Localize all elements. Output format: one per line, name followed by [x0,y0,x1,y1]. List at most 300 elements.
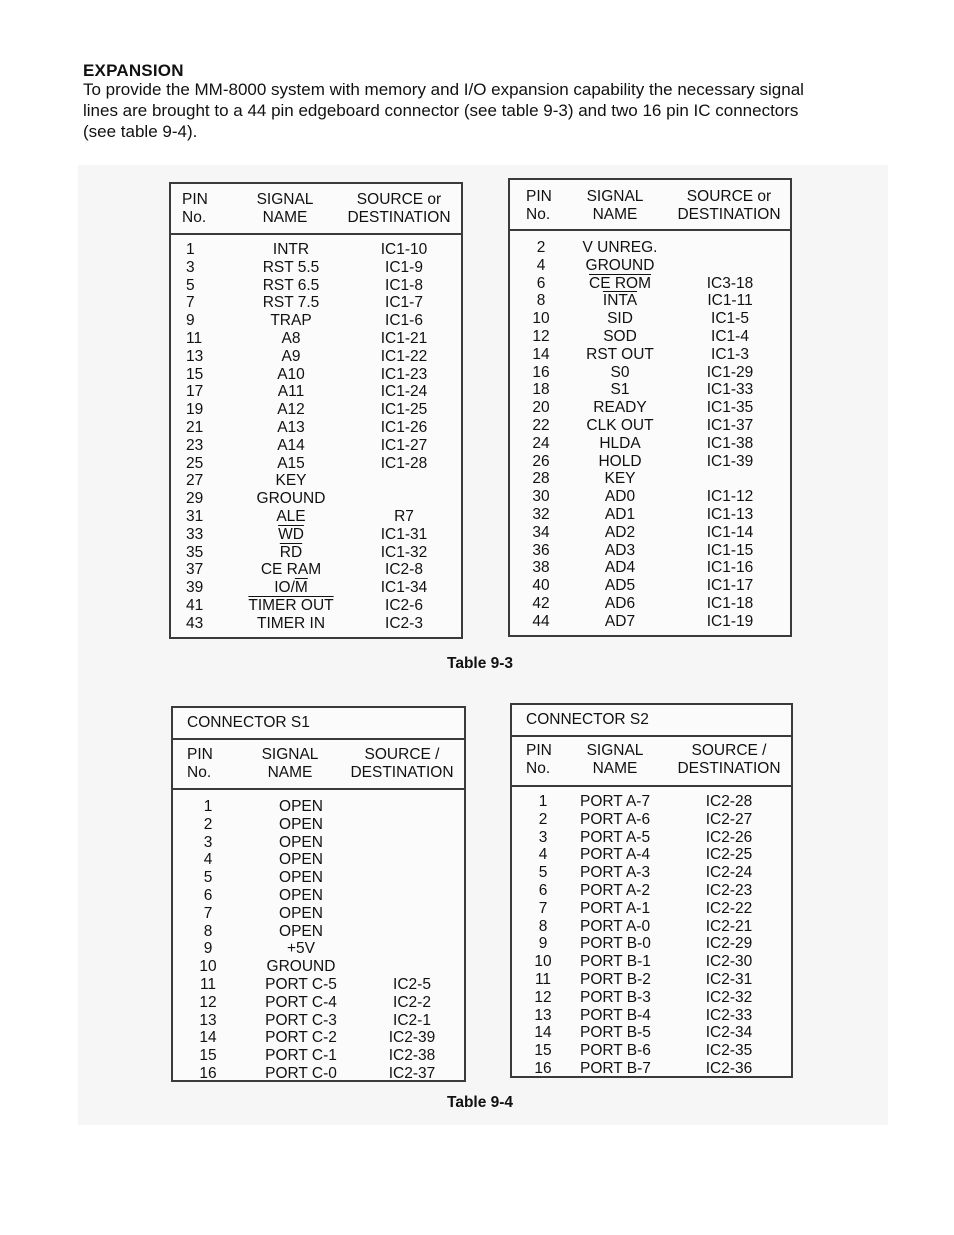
signal-name: AD1 [604,505,636,523]
source-destination: IC2-3 [385,614,423,632]
signal-name: OPEN [279,833,323,851]
signal-name: PORT B-4 [580,1006,651,1024]
source-destination: IC2-26 [705,828,753,846]
source-destination: IC2-2 [393,993,431,1011]
table-row [510,417,790,435]
header-pin-no: No. [526,206,551,223]
source-destination: IC1-38 [706,434,754,452]
table-row [173,816,464,834]
signal-name: $IO/\overline{M}$ [274,579,308,597]
signal-name: OPEN [279,922,323,940]
table-row [510,453,790,471]
header-pin-no: No. [182,209,207,226]
table-row [512,971,791,989]
table-row [171,241,461,259]
source-destination: IC1-24 [380,383,428,401]
pin-number: 27 [186,472,204,490]
table-row [173,1012,464,1030]
signal-name: INTR [272,241,310,258]
pin-number: 16 [534,1059,552,1077]
header-signal-name: NAME [262,209,308,226]
signal-name: A11 [277,383,305,401]
signal-name: HLDA [599,434,641,452]
table-header [512,737,791,787]
signal-name: GROUND [256,490,326,508]
header-signal: SIGNAL [586,742,644,759]
source-destination: IC2-29 [705,935,753,953]
table-row [173,923,464,941]
pin-number: 13 [534,1006,552,1024]
signal-name: GROUND [266,958,336,976]
table-row [171,526,461,544]
pin-number: 12 [532,327,550,345]
table-row [512,935,791,953]
table-row [171,312,461,330]
table-row [510,488,790,506]
source-destination: IC1-32 [380,543,428,561]
header-pin: PIN [526,188,552,205]
table-row [173,994,464,1012]
signal-name: TRAP [270,312,312,330]
signal-name: PORT B-1 [580,953,651,971]
table-row [171,437,461,455]
pin-number: 1 [538,793,548,810]
signal-name: PORT B-0 [580,935,651,953]
pin-number: 25 [186,454,204,472]
signal-name: OPEN [279,851,323,869]
table-row [512,793,791,811]
intro-paragraph [83,79,883,142]
pin-number: 4 [538,846,548,864]
table-body [173,790,464,1083]
table-row [512,918,791,936]
source-destination: IC1-19 [706,612,754,630]
signal-name: CE RAM [260,561,322,579]
pin-number: 2 [538,810,548,828]
table-row [173,798,464,816]
table-row [171,561,461,579]
signal-name: OPEN [279,886,323,904]
pin-number: 16 [199,1064,217,1082]
header-signal-name: NAME [592,206,638,223]
pin-number: 22 [532,416,550,434]
pin-number: 37 [186,561,204,579]
intro-line: lines are brought to a 44 pin edgeboard connector (see table 9-3) and two 16 pin IC connectors [83,101,799,120]
pin-number: 3 [186,258,195,276]
pin-number: 1 [186,241,195,258]
signal-name: $\overline{RD}$ [279,543,303,561]
pin-number: 23 [186,436,204,454]
table-row [512,1024,791,1042]
pin-number: 18 [532,381,550,399]
table-row [510,364,790,382]
pin-number: 5 [203,869,213,887]
source-destination: IC2-5 [393,975,431,993]
signal-name: PORT C-4 [265,993,337,1011]
source-destination: R7 [394,507,414,525]
pin-number: 30 [532,488,550,506]
signal-name: PORT B-6 [580,1042,651,1060]
pin-number: 12 [199,993,217,1011]
table-row [171,419,461,437]
source-destination: IC1-17 [706,577,754,595]
pin-number: 12 [534,988,552,1006]
signal-name: V UNREG. [582,239,658,256]
signal-name: PORT B-3 [580,988,651,1006]
signal-name: OPEN [279,869,323,887]
table-body [512,787,791,1078]
pin-number: 20 [532,399,550,417]
signal-name: AD7 [604,612,636,630]
signal-name: AD3 [604,541,636,559]
pin-number: 35 [186,543,204,561]
header-destination: DESTINATION [677,760,781,777]
table-row [171,508,461,526]
source-destination: IC1-31 [380,525,428,543]
source-destination: IC1-12 [706,488,754,506]
signal-name: RST 7.5 [262,294,320,312]
table-9-3-caption: Table 9-3 [447,655,514,672]
pin-number: 2 [203,815,213,833]
source-destination: IC1-4 [711,327,749,345]
source-destination: IC1-18 [706,594,754,612]
signal-name: PORT A-4 [580,846,651,864]
edge-connector-even-pins-table [508,178,792,637]
source-destination: IC1-25 [380,401,428,419]
signal-name: PORT A-2 [580,881,651,899]
table-row [173,958,464,976]
signal-name: +5V [286,940,315,958]
source-destination: IC1-21 [380,329,428,347]
signal-name: KEY [275,472,307,490]
table-row [510,275,790,293]
source-destination: IC2-27 [705,810,753,828]
signal-name: RST OUT [586,345,654,363]
pin-number: 8 [536,292,546,310]
signal-name: A14 [277,436,305,454]
pin-number: 29 [186,490,204,508]
table-row [171,490,461,508]
pin-number: 7 [538,899,548,917]
header-destination: DESTINATION [677,206,781,223]
source-destination: IC1-10 [380,241,428,258]
table-row [171,277,461,295]
table-row [173,1065,464,1083]
pin-number: 11 [186,329,203,347]
signal-name: PORT A-6 [580,810,651,828]
pin-number: 19 [186,401,204,419]
source-destination: IC1-23 [380,365,428,383]
source-destination: IC1-8 [385,276,423,294]
pin-number: 15 [199,1047,217,1065]
source-destination: IC1-33 [706,381,754,399]
table-row [512,829,791,847]
source-destination: IC1-39 [706,452,754,470]
pin-number: 8 [203,922,213,940]
pin-number: 8 [538,917,548,935]
source-destination: IC1-37 [706,416,754,434]
source-destination: IC1-9 [385,258,423,276]
pin-number: 24 [532,434,550,452]
header-signal-name: NAME [267,764,313,781]
source-destination: IC2-37 [388,1064,436,1082]
section-title: EXPANSION [83,61,184,80]
source-destination: IC1-5 [711,310,749,328]
pin-number: 4 [203,851,213,869]
signal-name: PORT A-3 [580,864,651,882]
pin-number: 6 [538,881,548,899]
table-row [171,579,461,597]
table-row [510,381,790,399]
signal-name: PORT B-2 [580,970,651,988]
header-source: SOURCE / [691,742,767,759]
pin-number: 7 [203,904,213,922]
signal-name: A13 [277,418,305,436]
table-row [173,887,464,905]
pin-number: 11 [534,970,552,988]
pin-number: 5 [186,276,195,294]
table-row [173,869,464,887]
table-row [171,330,461,348]
signal-name: PORT C-1 [265,1047,337,1065]
table-row [512,1042,791,1060]
source-destination: IC2-31 [705,970,753,988]
header-source: SOURCE or [686,188,772,205]
source-destination: IC2-30 [705,953,753,971]
pin-number: 28 [532,470,550,488]
pin-number: 11 [199,975,217,993]
signal-name: AD6 [604,594,636,612]
signal-name: RST 6.5 [262,276,320,294]
table-header [173,740,464,790]
source-destination: IC3-18 [706,274,754,292]
pin-number: 16 [532,363,550,381]
signal-name: PORT A-0 [580,917,651,935]
signal-name: A9 [281,347,301,365]
source-destination: IC2-33 [705,1006,753,1024]
source-destination: IC1-7 [385,294,423,312]
signal-name: A15 [277,454,305,472]
pin-number: 14 [199,1029,217,1047]
pin-number: 31 [186,507,204,525]
table-row [512,989,791,1007]
table-row [171,348,461,366]
table-row [510,239,790,257]
table-row [171,294,461,312]
pin-number: 10 [199,958,217,976]
pin-number: 13 [186,347,204,365]
signal-name: OPEN [279,904,323,922]
signal-name: AD5 [604,577,636,595]
source-destination: IC2-8 [385,561,423,579]
signal-name: CLK OUT [586,416,654,434]
pin-number: 5 [538,864,548,882]
table-row [512,1060,791,1078]
table-row [171,455,461,473]
table-row [512,846,791,864]
table-row [512,882,791,900]
source-destination: IC1-3 [711,345,749,363]
header-source: SOURCE or [356,191,442,208]
source-destination: IC2-23 [705,881,753,899]
signal-name: OPEN [279,815,323,833]
table-row [510,577,790,595]
signal-name: PORT C-2 [265,1029,337,1047]
source-destination: IC2-1 [393,1011,431,1029]
pin-number: 43 [186,614,204,632]
signal-name: $\overline{WD}$ [278,525,304,543]
signal-name: PORT A-1 [580,899,651,917]
source-destination: IC2-34 [705,1024,753,1042]
signal-name: TIMER IN [256,614,326,632]
signal-name: PORT B-7 [580,1059,651,1077]
table-row [510,399,790,417]
signal-name: OPEN [279,798,323,815]
pin-number: 14 [534,1024,552,1042]
signal-name: RST 5.5 [262,258,320,276]
table-header [171,184,461,235]
pin-number: 39 [186,579,204,597]
signal-name: SID [607,310,633,328]
source-destination: IC1-16 [706,559,754,577]
pin-number: 15 [186,365,204,383]
table-row [171,544,461,562]
signal-name: GROUND [585,256,655,274]
table-row [512,864,791,882]
source-destination: IC1-35 [706,399,754,417]
table-body [171,235,461,633]
table-row [510,613,790,631]
connector-s2-title: CONNECTOR S2 [512,705,791,737]
source-destination: IC1-22 [380,347,428,365]
pin-number: 44 [532,612,550,630]
table-row [512,900,791,918]
table-row [173,905,464,923]
pin-number: 41 [186,596,204,614]
header-destination: DESTINATION [347,209,451,226]
pin-number: 15 [534,1042,552,1060]
pin-number: 40 [532,577,550,595]
source-destination: IC2-39 [388,1029,436,1047]
pin-number: 7 [186,294,195,312]
source-destination: IC2-24 [705,864,753,882]
signal-name: CE ROM [589,274,651,292]
source-destination: IC1-13 [706,505,754,523]
table-row [171,597,461,615]
table-row [171,366,461,384]
signal-name: TIMER OUT [248,596,334,614]
pin-number: 36 [532,541,550,559]
table-row [510,292,790,310]
table-row [171,472,461,490]
source-destination: IC2-22 [705,899,753,917]
signal-name: S0 [610,363,630,381]
source-destination: IC1-11 [707,292,753,310]
table-row [512,953,791,971]
source-destination: IC2-36 [705,1059,753,1077]
signal-name: AD4 [604,559,636,577]
table-row [510,524,790,542]
table-row [510,542,790,560]
source-destination: IC2-35 [705,1042,753,1060]
signal-name: PORT A-7 [580,793,651,810]
signal-name: PORT A-5 [580,828,651,846]
pin-number: 14 [532,345,550,363]
pin-number: 33 [186,525,204,543]
pin-number: 17 [186,383,204,401]
table-body [510,231,790,631]
header-pin: PIN [182,191,208,208]
table-row [510,435,790,453]
source-destination: IC1-14 [706,523,754,541]
signal-name: READY [593,399,647,417]
pin-number: 10 [534,953,552,971]
source-destination: IC1-34 [380,579,428,597]
source-destination: IC1-6 [385,312,423,330]
pin-number: 1 [203,798,213,815]
source-destination: IC2-6 [385,596,423,614]
pin-number: 21 [186,418,204,436]
signal-name: AD0 [604,488,636,506]
signal-name: S1 [610,381,630,399]
table-row [510,310,790,328]
source-destination: IC2-21 [705,917,753,935]
table-row [171,401,461,419]
pin-number: 9 [186,312,195,330]
table-row [510,257,790,275]
table-row [171,383,461,401]
pin-number: 3 [203,833,213,851]
table-row [171,615,461,633]
header-pin: PIN [526,742,552,759]
header-signal: SIGNAL [586,188,644,205]
table-row [171,259,461,277]
table-row [510,470,790,488]
header-signal: SIGNAL [261,746,319,763]
table-row [173,834,464,852]
source-destination: IC2-28 [705,793,753,810]
pin-number: 42 [532,594,550,612]
table-header [510,180,790,231]
table-row [173,976,464,994]
table-row [173,851,464,869]
source-destination: IC2-32 [705,988,753,1006]
table-row [173,1047,464,1065]
source-destination: IC1-27 [380,436,428,454]
connector-s1-table [171,706,466,1082]
intro-line: To provide the MM-8000 system with memory and I/O expansion capability the necessary signal [83,80,804,99]
signal-name: SOD [603,327,637,345]
connector-s2-table [510,703,793,1078]
signal-name: PORT C-3 [265,1011,337,1029]
pin-number: 3 [538,828,548,846]
signal-name: AD2 [604,523,636,541]
table-row [173,940,464,958]
table-row [510,346,790,364]
pin-number: 4 [536,256,546,274]
table-row [512,1007,791,1025]
header-pin-no: No. [187,764,212,781]
header-destination: DESTINATION [350,764,454,781]
pin-number: 9 [203,940,213,958]
signal-name: A10 [277,365,305,383]
table-row [510,559,790,577]
pin-number: 34 [532,523,550,541]
pin-number: 38 [532,559,550,577]
signal-name: HOLD [598,452,642,470]
header-pin-no: No. [526,760,551,777]
signal-name: ALE [276,507,306,525]
